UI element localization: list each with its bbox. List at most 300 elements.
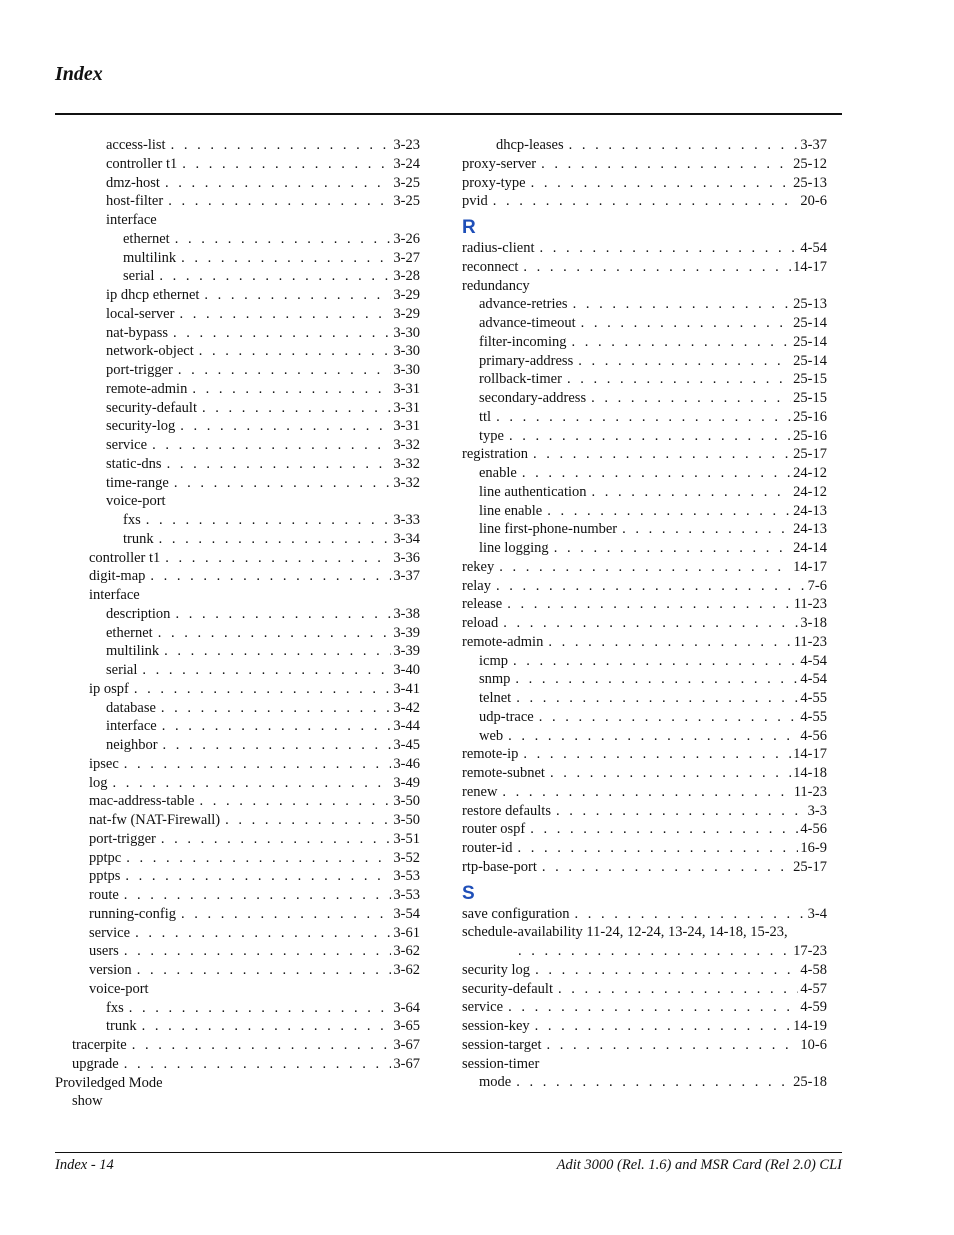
- index-page-ref: 4-57: [800, 980, 827, 997]
- index-term: interface: [106, 212, 157, 228]
- index-page-ref: 25-14: [793, 315, 827, 331]
- index-term: telnet: [479, 690, 512, 706]
- index-entry: [462, 905, 827, 924]
- index-term: remote-admin: [106, 380, 188, 397]
- index-entry: [55, 811, 420, 830]
- index-page-ref: 3-23: [393, 137, 420, 153]
- index-page-ref: 3-32: [393, 437, 420, 453]
- index-entry: [55, 661, 420, 680]
- dot-leader: [178, 361, 392, 380]
- index-page-ref: 4-54: [800, 671, 827, 688]
- index-term: session-timer: [462, 1055, 540, 1072]
- index-entry: [462, 633, 827, 652]
- index-page-ref: 14-18: [793, 765, 827, 781]
- index-page-ref: 3-31: [393, 380, 420, 397]
- index-entry: [462, 258, 827, 277]
- index-page-ref: 3-67: [393, 1037, 420, 1053]
- dot-leader: [516, 1073, 791, 1092]
- index-page-ref: 3-41: [393, 680, 420, 697]
- dot-leader: [572, 333, 792, 352]
- index-term: mode: [479, 1074, 512, 1091]
- index-term: time-range: [106, 474, 169, 491]
- index-entry: [55, 999, 420, 1018]
- index-term: neighbor: [106, 737, 158, 753]
- dot-leader: [548, 633, 791, 652]
- index-letter-heading: R: [462, 217, 476, 238]
- index-entry: [462, 174, 827, 193]
- dot-leader: [558, 980, 798, 999]
- index-entry: [462, 295, 827, 314]
- index-term: redundancy: [462, 277, 530, 294]
- index-entry: [462, 558, 827, 577]
- index-page-ref: 24-13: [793, 502, 827, 519]
- index-page-ref: 14-17: [793, 746, 827, 763]
- dot-leader: [523, 745, 791, 764]
- index-entry: [462, 333, 827, 352]
- index-term: security-default: [462, 980, 553, 997]
- index-entry: [462, 802, 827, 821]
- dot-leader: [134, 680, 392, 699]
- index-page-ref: 4-55: [800, 690, 827, 706]
- index-term: dhcp-leases: [496, 137, 564, 153]
- dot-leader: [165, 549, 391, 568]
- index-entry: [55, 192, 420, 211]
- dot-leader: [124, 886, 392, 905]
- index-term: ip dhcp ethernet: [106, 287, 200, 303]
- index-entry: [55, 624, 420, 643]
- index-entry: [55, 174, 420, 193]
- index-entry: [55, 1092, 420, 1111]
- footer-page-label: Index - 14: [55, 1157, 114, 1173]
- index-entry: [55, 155, 420, 174]
- index-page-ref: 3-33: [393, 512, 420, 528]
- index-page-ref: 11-23: [793, 633, 827, 650]
- index-entry: [462, 502, 827, 521]
- index-entry: [462, 314, 827, 333]
- index-entry: [55, 642, 420, 661]
- dot-leader: [509, 427, 791, 446]
- index-page-ref: 25-17: [793, 446, 827, 463]
- index-term: ethernet: [106, 624, 153, 641]
- index-term: remote-ip: [462, 746, 519, 763]
- dot-leader: [499, 558, 791, 577]
- index-term: relay: [462, 577, 491, 594]
- dot-leader: [496, 408, 791, 427]
- index-entry: [55, 211, 420, 230]
- index-page-ref: 3-46: [393, 755, 420, 772]
- index-term: session-key: [462, 1018, 530, 1034]
- index-page-ref: 4-56: [800, 821, 827, 838]
- dot-leader: [161, 830, 392, 849]
- dot-leader: [158, 624, 392, 643]
- index-page-ref: 3-64: [393, 999, 420, 1016]
- dot-leader: [124, 1055, 392, 1074]
- index-page-ref: 24-12: [793, 483, 827, 500]
- index-entry: [462, 980, 827, 999]
- index-entry: [55, 605, 420, 624]
- index-page-ref: 16-9: [800, 840, 827, 856]
- index-letter-heading: S: [462, 882, 475, 904]
- index-term: proxy-type: [462, 174, 526, 191]
- index-term: service: [462, 999, 504, 1016]
- index-page-ref: 4-58: [800, 961, 827, 978]
- dot-leader: [530, 820, 798, 839]
- index-page-ref: 3-36: [393, 549, 420, 566]
- dot-leader: [168, 192, 391, 211]
- index-page-ref: 25-16: [793, 427, 827, 444]
- index-term: description: [106, 605, 171, 622]
- index-term: serial: [106, 662, 138, 678]
- index-page-ref: 3-18: [800, 615, 827, 631]
- index-term: release: [462, 596, 503, 613]
- dot-leader: [174, 474, 392, 493]
- index-entry: [462, 539, 827, 558]
- index-page-ref: 3-31: [393, 399, 420, 416]
- footer-document-title: Adit 3000 (Rel. 1.6) and MSR Card (Rel 2.0) CLI: [556, 1157, 842, 1173]
- index-entry: [462, 1073, 827, 1092]
- index-page-ref: 3-26: [393, 230, 420, 247]
- index-entry: [462, 1055, 827, 1074]
- index-entry: [55, 380, 420, 399]
- index-page-ref: 3-25: [393, 193, 420, 210]
- index-term: reload: [462, 615, 499, 631]
- index-page-ref: 3-40: [393, 662, 420, 678]
- index-term: advance-retries: [479, 296, 568, 313]
- index-entry: [462, 614, 827, 633]
- dot-leader: [542, 858, 791, 877]
- index-page-ref: 25-13: [793, 296, 827, 313]
- index-term: ethernet: [123, 230, 170, 247]
- index-page-ref: 4-54: [800, 240, 827, 256]
- dot-leader: [180, 417, 391, 436]
- index-term: service: [89, 924, 131, 941]
- dot-leader: [522, 464, 791, 483]
- index-entry: [55, 230, 420, 249]
- index-entry: [55, 1055, 420, 1074]
- index-page-ref: 4-56: [800, 727, 827, 744]
- index-entry: [55, 980, 420, 999]
- index-entry: [462, 445, 827, 464]
- index-term: host-filter: [106, 193, 164, 210]
- index-term: show: [72, 1093, 103, 1110]
- dot-leader: [591, 389, 791, 408]
- index-entry: [55, 792, 420, 811]
- dot-leader: [539, 239, 798, 258]
- index-entry: [55, 867, 420, 886]
- index-entry: [462, 942, 827, 961]
- index-entry: [462, 708, 827, 727]
- index-page-ref: 14-17: [793, 558, 827, 575]
- index-entry: [55, 736, 420, 755]
- index-entry: [55, 417, 420, 436]
- index-entry: [462, 277, 827, 296]
- index-page-ref: 3-31: [393, 418, 420, 435]
- index-page-ref: 3-28: [393, 268, 420, 285]
- index-page-ref: 4-59: [800, 999, 827, 1016]
- index-entry: [462, 652, 827, 671]
- index-term: users: [89, 943, 119, 960]
- dot-leader: [546, 1036, 798, 1055]
- index-entry: [55, 1036, 420, 1055]
- dot-leader: [132, 1036, 392, 1055]
- index-entry: [55, 755, 420, 774]
- index-term: controller t1: [89, 549, 161, 566]
- dot-leader: [622, 520, 791, 539]
- index-entry: [55, 924, 420, 943]
- index-term: router-id: [462, 840, 513, 856]
- index-term: security-log: [106, 418, 176, 435]
- index-page-ref: 3-25: [393, 174, 420, 191]
- index-column-right: [462, 136, 827, 1092]
- index-page-ref: 3-54: [393, 905, 420, 922]
- index-term: remote-subnet: [462, 765, 545, 781]
- dot-leader: [129, 999, 392, 1018]
- index-term: security-default: [106, 399, 197, 416]
- index-entry: [55, 774, 420, 793]
- dot-leader: [165, 174, 391, 193]
- index-term: line logging: [479, 540, 549, 556]
- index-term: security log: [462, 961, 531, 978]
- index-term: remote-admin: [462, 633, 544, 650]
- index-column-left: [55, 136, 420, 1111]
- index-page-ref: 20-6: [800, 193, 827, 210]
- index-page-ref: 3-34: [393, 530, 420, 547]
- dot-leader: [493, 192, 799, 211]
- index-term: advance-timeout: [479, 315, 576, 331]
- index-page-ref: 3-52: [393, 849, 420, 866]
- index-term: network-object: [106, 343, 194, 360]
- dot-leader: [202, 399, 391, 418]
- index-term: line authentication: [479, 483, 587, 500]
- index-entry: [462, 820, 827, 839]
- index-entry: [55, 961, 420, 980]
- dot-leader: [199, 342, 392, 361]
- index-page-ref: 3-24: [393, 155, 420, 172]
- dot-leader: [124, 755, 392, 774]
- dot-leader: [541, 155, 791, 174]
- index-term: voice-port: [89, 980, 149, 997]
- index-term: enable: [479, 465, 517, 481]
- dot-leader: [159, 267, 391, 286]
- dot-leader: [135, 924, 391, 943]
- index-term: renew: [462, 783, 498, 800]
- dot-leader: [164, 642, 391, 661]
- dot-leader: [573, 295, 792, 314]
- index-entry: [55, 942, 420, 961]
- index-term: upgrade: [72, 1055, 119, 1072]
- index-entry: [462, 689, 827, 708]
- index-page-ref: 25-15: [793, 371, 827, 388]
- index-entry: [55, 549, 420, 568]
- index-term: rollback-timer: [479, 371, 562, 388]
- index-page-ref: 3-39: [393, 624, 420, 641]
- index-page-ref: 4-54: [800, 652, 827, 669]
- index-page-ref: 3-32: [393, 455, 420, 472]
- index-entry: [462, 370, 827, 389]
- index-page-ref: 25-13: [793, 174, 827, 191]
- index-term: trunk: [106, 1018, 137, 1035]
- index-entry: [462, 136, 827, 155]
- dot-leader: [535, 1017, 791, 1036]
- index-term: fxs: [106, 999, 124, 1016]
- index-entry: [55, 492, 420, 511]
- dot-leader: [547, 502, 791, 521]
- dot-leader: [179, 305, 391, 324]
- index-term: nat-bypass: [106, 324, 169, 341]
- index-entry: [462, 998, 827, 1017]
- index-term: icmp: [479, 652, 508, 669]
- index-page-ref: 3-53: [393, 887, 420, 903]
- dot-leader: [533, 445, 791, 464]
- dot-leader: [150, 567, 391, 586]
- index-entry: [55, 849, 420, 868]
- index-term: ipsec: [89, 755, 119, 772]
- index-entry: [462, 408, 827, 427]
- dot-leader: [535, 961, 798, 980]
- dot-leader: [137, 961, 392, 980]
- dot-leader: [161, 699, 391, 718]
- index-page-ref: 3-37: [800, 137, 827, 153]
- index-entry: [462, 239, 827, 258]
- index-term: registration: [462, 446, 529, 463]
- index-term: port-trigger: [106, 362, 173, 378]
- index-term: filter-incoming: [479, 333, 567, 350]
- index-page-ref: 25-14: [793, 333, 827, 350]
- index-term: interface: [89, 587, 140, 603]
- dot-leader: [113, 774, 392, 793]
- index-term: multilink: [123, 249, 177, 266]
- index-page-ref: 3-30: [393, 362, 420, 378]
- index-term: tracerpite: [72, 1037, 127, 1053]
- index-entry: [462, 389, 827, 408]
- index-entry: [55, 436, 420, 455]
- index-term: port-trigger: [89, 830, 156, 847]
- dot-leader: [531, 174, 792, 193]
- index-entry: [462, 577, 827, 596]
- dot-leader: [517, 839, 798, 858]
- dot-leader: [175, 230, 392, 249]
- dot-leader: [142, 1017, 392, 1036]
- dot-leader: [569, 136, 799, 155]
- index-page-ref: 11-23: [793, 596, 827, 613]
- index-term: ip ospf: [89, 680, 129, 697]
- header-divider: [55, 113, 842, 115]
- index-term: pptpc: [89, 849, 122, 866]
- dot-leader: [516, 689, 798, 708]
- index-term: pvid: [462, 193, 488, 210]
- index-term: log: [89, 774, 108, 791]
- index-entry: [55, 1017, 420, 1036]
- index-term: nat-fw (NAT-Firewall): [89, 812, 221, 828]
- dot-leader: [550, 764, 791, 783]
- index-page-ref: 25-12: [793, 155, 827, 172]
- index-entry: [462, 520, 827, 539]
- index-term: type: [479, 427, 504, 444]
- index-entry: [462, 961, 827, 980]
- page-header-title: Index: [55, 63, 103, 85]
- index-page-ref: 25-17: [793, 858, 827, 875]
- dot-leader: [592, 483, 792, 502]
- index-term: voice-port: [106, 493, 166, 510]
- index-page-ref: 17-23: [793, 943, 827, 959]
- index-term: Proviledged Mode: [55, 1074, 163, 1091]
- index-entry: [462, 192, 827, 211]
- index-entry: [55, 699, 420, 718]
- index-term: snmp: [479, 671, 511, 688]
- index-entry: [462, 483, 827, 502]
- index-term: running-config: [89, 905, 176, 922]
- dot-leader: [181, 249, 391, 268]
- index-term: dmz-host: [106, 174, 160, 191]
- index-entry: [55, 267, 420, 286]
- dot-leader: [192, 380, 391, 399]
- dot-leader: [554, 539, 791, 558]
- index-page-ref: 3-53: [393, 868, 420, 885]
- footer-divider: [55, 1152, 842, 1153]
- index-entry: [462, 427, 827, 446]
- index-page-ref: 3-27: [393, 249, 420, 266]
- index-term: database: [106, 699, 156, 716]
- index-term: static-dns: [106, 455, 162, 472]
- dot-leader: [199, 792, 391, 811]
- index-term: schedule-availability 11-24, 12-24, 13-24, 14-18, 15-23,: [462, 924, 788, 941]
- index-entry: [462, 352, 827, 371]
- index-entry: [55, 136, 420, 155]
- index-entry: [462, 464, 827, 483]
- dot-leader: [518, 942, 791, 961]
- index-page-ref: 24-14: [793, 540, 827, 556]
- index-term: mac-address-table: [89, 793, 195, 810]
- index-page-ref: 3-62: [393, 943, 420, 960]
- dot-leader: [556, 802, 806, 821]
- index-entry: [462, 1017, 827, 1036]
- dot-leader: [539, 708, 799, 727]
- index-term: route: [89, 887, 119, 903]
- dot-leader: [124, 942, 392, 961]
- index-entry: [55, 905, 420, 924]
- index-page-ref: 3-61: [393, 924, 420, 941]
- index-term: pptps: [89, 868, 121, 885]
- index-entry: [55, 249, 420, 268]
- index-page-ref: 3-32: [393, 474, 420, 491]
- dot-leader: [508, 998, 798, 1017]
- index-page-ref: 3-30: [393, 324, 420, 341]
- index-entry: [55, 1074, 420, 1093]
- index-entry: [462, 783, 827, 802]
- index-entry: [462, 1036, 827, 1055]
- dot-leader: [152, 436, 391, 455]
- index-term: multilink: [106, 643, 160, 660]
- index-page-ref: 3-29: [393, 305, 420, 322]
- dot-leader: [181, 905, 391, 924]
- dot-leader: [513, 652, 798, 671]
- dot-leader: [502, 783, 791, 802]
- index-page-ref: 3-44: [393, 718, 420, 735]
- dot-leader: [523, 258, 791, 277]
- index-entry: [55, 567, 420, 586]
- index-entry: [55, 530, 420, 549]
- index-page-ref: 3-38: [393, 605, 420, 622]
- index-entry: [462, 923, 827, 942]
- index-term: trunk: [123, 530, 154, 547]
- dot-leader: [581, 314, 792, 333]
- dot-leader: [167, 455, 392, 474]
- dot-leader: [173, 324, 391, 343]
- index-page-ref: 3-45: [393, 737, 420, 753]
- index-term: access-list: [106, 137, 166, 153]
- index-entry: [55, 286, 420, 305]
- index-term: ttl: [479, 408, 492, 425]
